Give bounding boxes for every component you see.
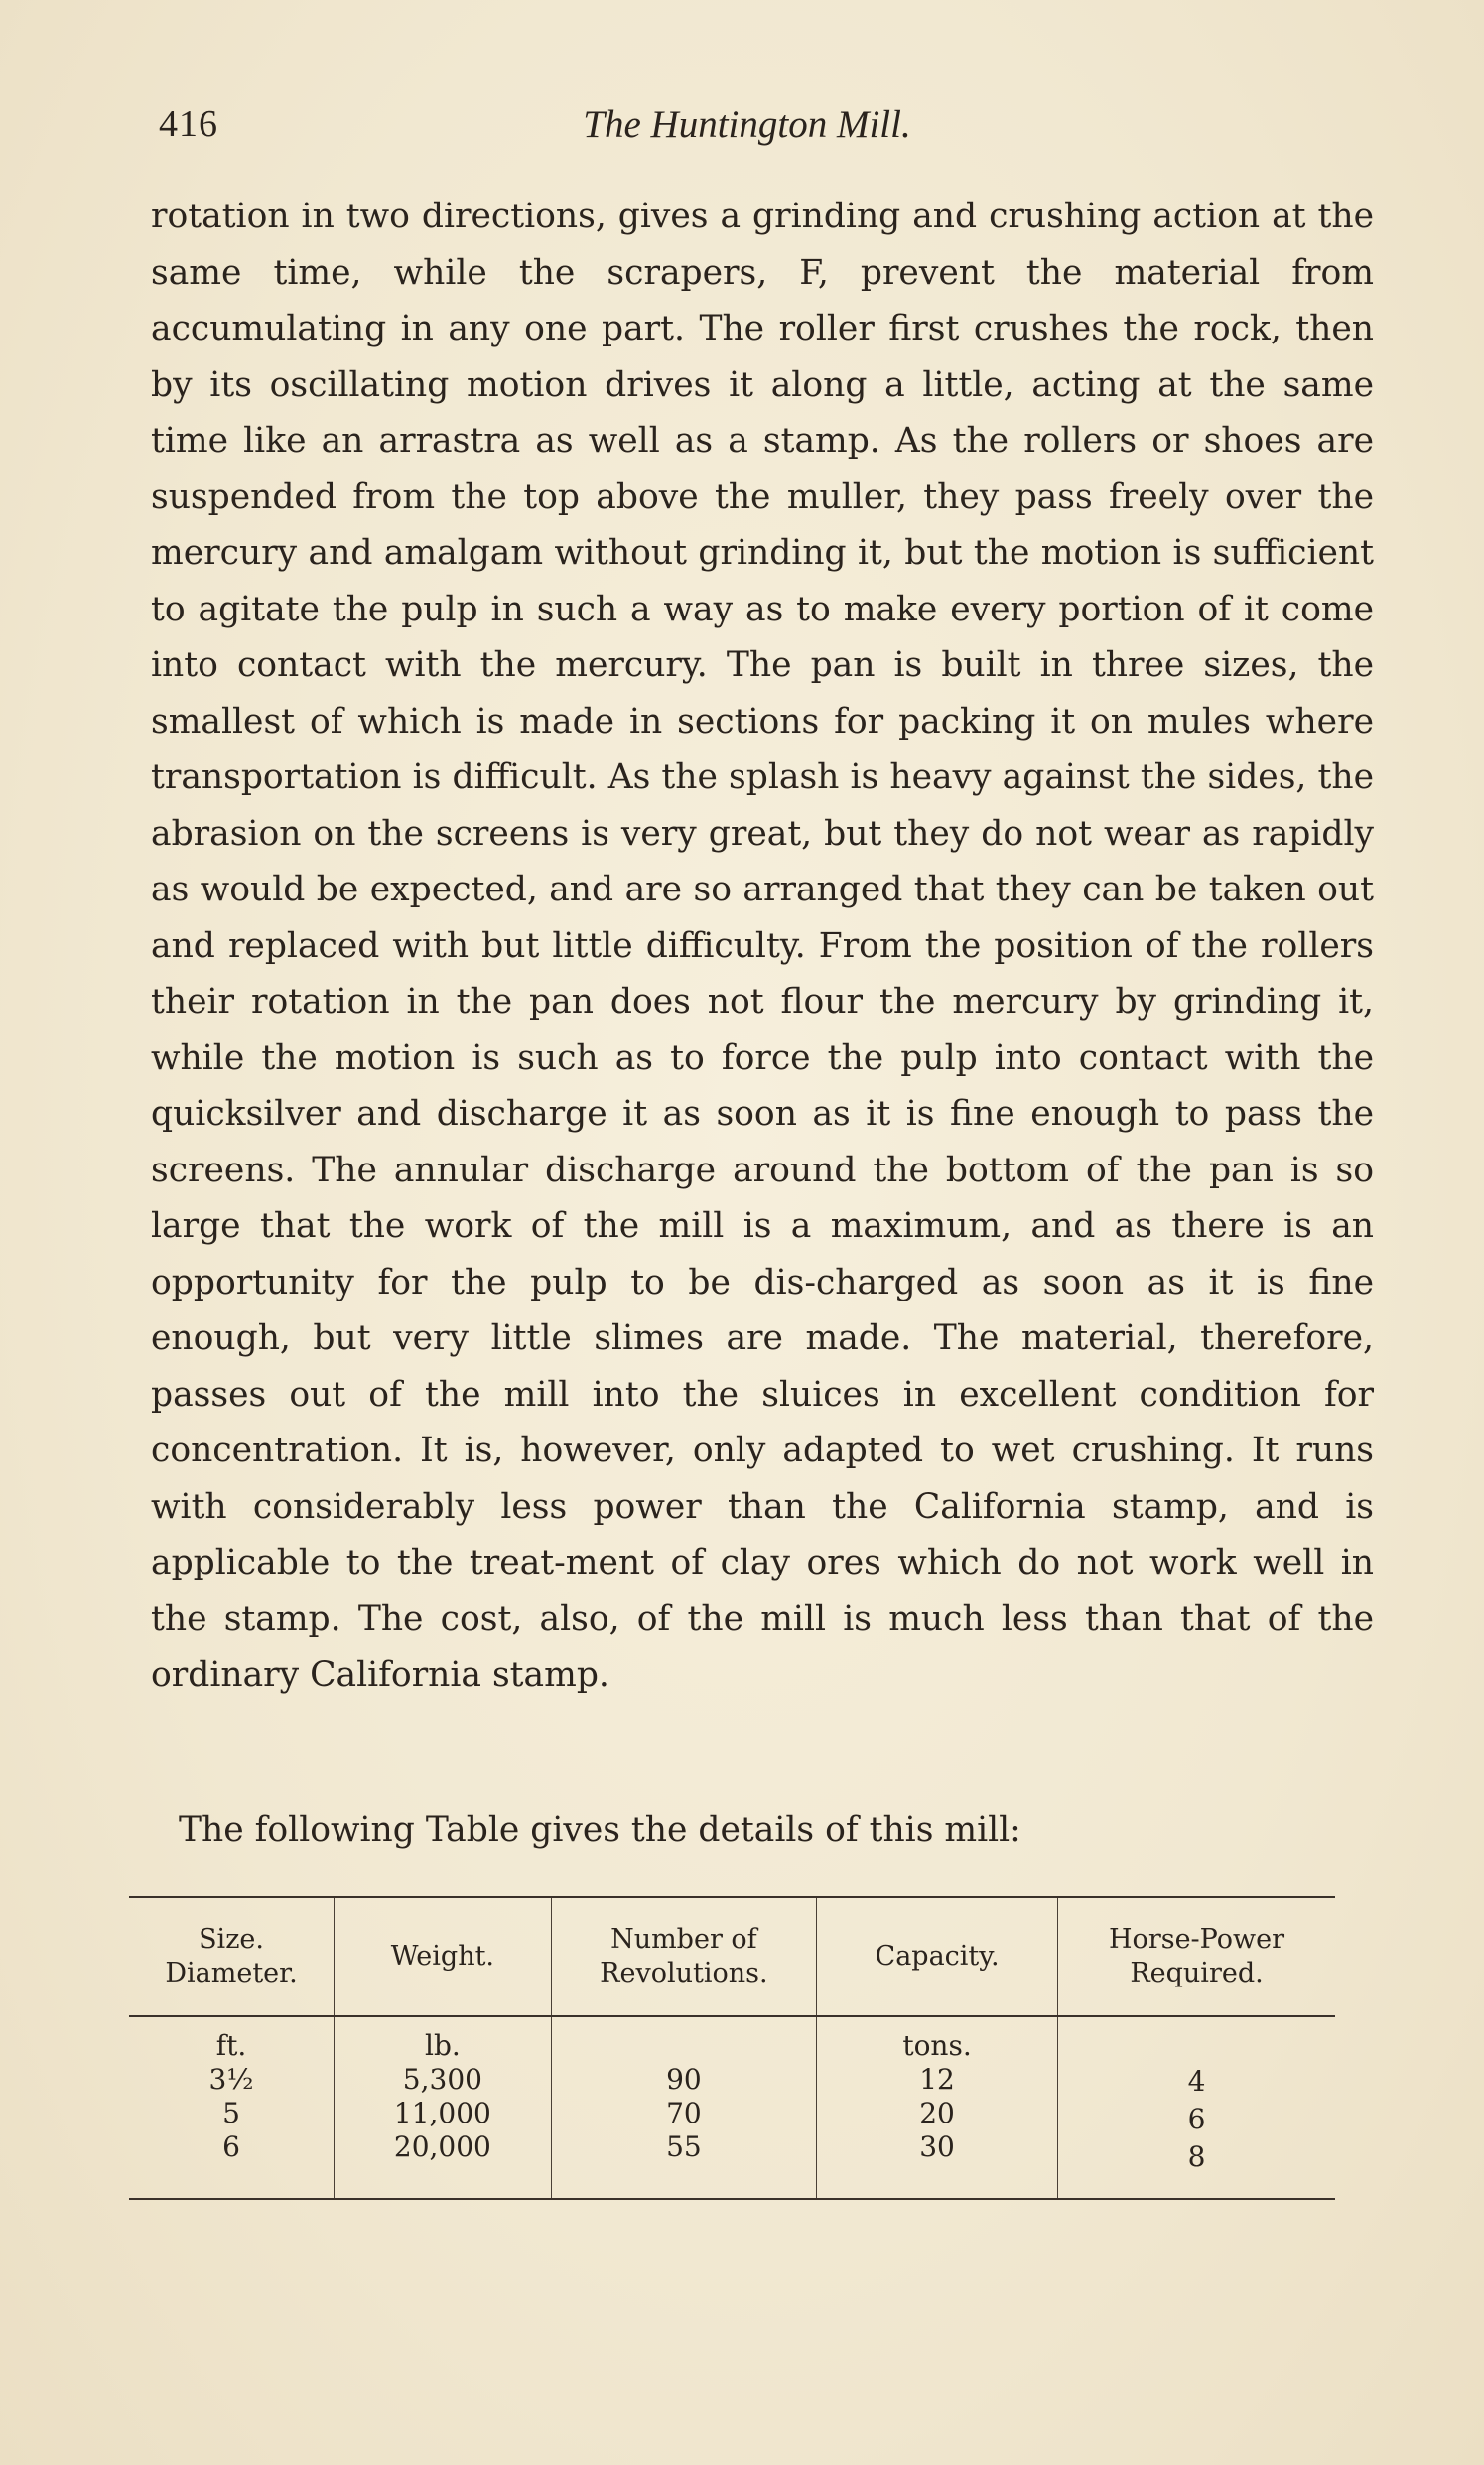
column-size — [129, 2016, 335, 2199]
table-cell: 6 — [1187, 2103, 1206, 2135]
mill-details-table — [129, 1896, 1335, 2200]
column-horse-power — [1058, 2016, 1335, 2199]
header-line: Revolutions. — [600, 1958, 768, 1988]
table-cell: 6 — [222, 2130, 240, 2163]
header-revolutions — [551, 1897, 816, 2016]
mill-details-table-wrapper — [129, 1896, 1335, 2200]
header-line: Capacity. — [875, 1941, 1000, 1972]
table-cell: 70 — [666, 2097, 702, 2129]
running-title: The Huntington Mill. — [583, 103, 911, 146]
column-revolutions — [551, 2016, 816, 2199]
table-cell: 11,000 — [393, 2097, 491, 2129]
header-line: Number of — [610, 1924, 757, 1955]
table-cell: 8 — [1187, 2140, 1206, 2173]
table-cell: 12 — [919, 2063, 955, 2096]
header-line: Required. — [1130, 1958, 1264, 1988]
header-horse-power — [1058, 1897, 1335, 2016]
table-row — [129, 2016, 1335, 2199]
table-cell: 55 — [666, 2130, 702, 2163]
header-line: Weight. — [390, 1941, 495, 1972]
table-cell: 4 — [1187, 2065, 1206, 2098]
header-line: Diameter. — [165, 1958, 298, 1988]
body-paragraph: rotation in two directions, gives a grinding and crushing action at the same time, while the scrapers, F, prevent the material from accumulating in any one part. The roller first crushes the rock, then by its oscillating motion drives it along a little, acting at the same time like an arrastra as well as a stamp. As the rollers or shoes are suspended from the top above the muller, they pass freely over the mercury and amalgam without grinding it, but the motion is sufficient to agitate the pulp in such a way as to make every portion of it come into contact with the mercury. The pan is built in three sizes, the smallest of which is made in sections for packing it on mules where transportation is difficult. As the splash is heavy against the sides, the abrasion on the screens is very great, but they do not wear as rapidly as would be expected, and are so arranged that they can be taken out and replaced with but little difficulty. From the position of the rollers their rotation in the pan does not flour the mercury by grinding it, while the motion is such as to force the pulp into contact with the quicksilver and discharge it as soon as it is fine enough to pass the screens. The annular discharge around the bottom of the pan is so large that the work of the mill is a maximum, and as there is an opportunity for the pulp to be dis-charged as soon as it is fine enough, but very little slimes are made. The material, therefore, passes out of the mill into the sluices in excellent condition for concentration. It is, however, only adapted to wet crushing. It runs with considerably less power than the California stamp, and is applicable to the treat-ment of clay ores which do not work well in the stamp. The cost, also, of the mill is much less than that of the ordinary California stamp. — [151, 197, 1374, 1695]
page-number: 416 — [159, 103, 218, 145]
table-cell: lb. — [425, 2029, 461, 2062]
table-header-row — [129, 1897, 1335, 2016]
table-cell — [552, 2029, 816, 2063]
table-cell: 20 — [919, 2097, 955, 2129]
table-intro: The following Table gives the details of this mill: — [179, 1810, 1021, 1849]
table-cell: 5,300 — [402, 2063, 482, 2096]
column-weight — [335, 2016, 552, 2199]
table-cell: 20,000 — [393, 2130, 491, 2163]
table-cell: 30 — [919, 2130, 955, 2163]
table-cell: ft. — [215, 2029, 247, 2062]
column-capacity — [817, 2016, 1058, 2199]
table-cell: tons. — [902, 2029, 972, 2062]
header-capacity — [817, 1897, 1058, 2016]
page-header — [159, 102, 1335, 152]
header-line: Size. — [199, 1924, 264, 1955]
header-line: Horse-Power — [1109, 1924, 1285, 1955]
table-cell: 3½ — [208, 2063, 254, 2096]
table-cell: 90 — [666, 2063, 702, 2096]
table-cell: 5 — [222, 2097, 240, 2129]
header-size-diameter — [129, 1897, 335, 2016]
header-weight — [335, 1897, 552, 2016]
